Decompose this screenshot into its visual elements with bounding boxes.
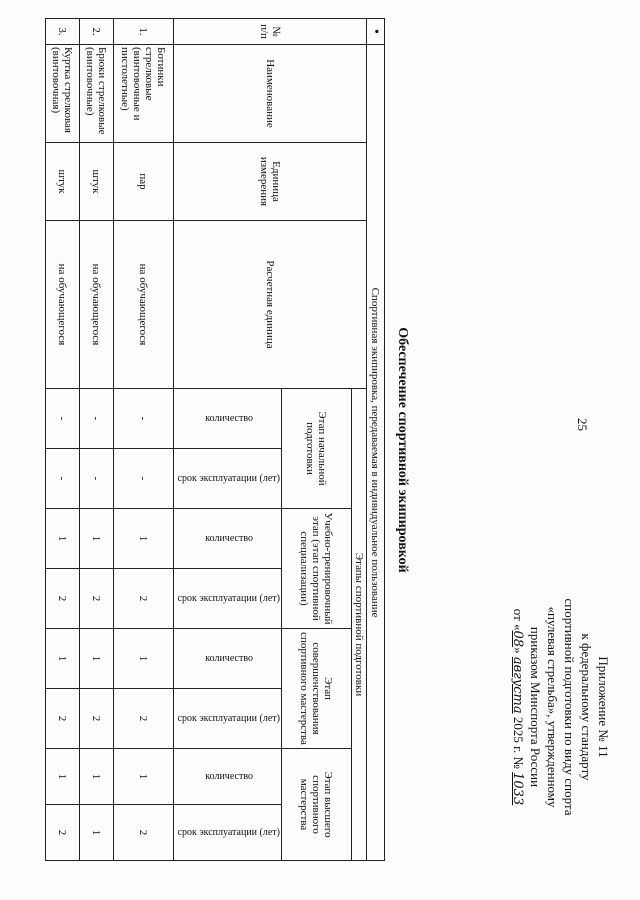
row-stage-2-term: 2 bbox=[45, 569, 79, 629]
header-stage-1-term bbox=[173, 449, 281, 509]
table-row bbox=[45, 19, 79, 861]
annex-order-number: 1033 bbox=[510, 772, 525, 806]
header-stage-2-qty bbox=[173, 509, 281, 569]
header-stage-2: Учебно-тренировочный этап (этап спортивной специализации) bbox=[282, 509, 352, 629]
annex-line-3: спортивной подготовки по виду спорта bbox=[562, 598, 577, 816]
page-number: 25 bbox=[575, 418, 590, 431]
header-calc-unit: Расчетная единица bbox=[173, 221, 366, 389]
equipment-table bbox=[45, 18, 385, 861]
annex-date-mid: » bbox=[511, 647, 526, 657]
row-unit: штук bbox=[79, 143, 113, 221]
table-row bbox=[113, 19, 173, 861]
header-stage-1: Этап начальной подготовки bbox=[282, 389, 352, 509]
annex-line-1: Приложение № 11 bbox=[596, 656, 611, 758]
annex-line-4: «пулевая стрельба», утвержденному bbox=[545, 606, 560, 808]
row-stage-1-qty: - bbox=[45, 389, 79, 449]
row-stage-4-qty: 1 bbox=[113, 749, 173, 805]
annex-line-5: приказом Минспорта России bbox=[528, 626, 543, 788]
term-label: срок эксплуатации (лет) bbox=[177, 826, 280, 838]
row-stage-3-term: 2 bbox=[113, 689, 173, 749]
row-stage-4-term: 1 bbox=[79, 805, 113, 861]
header-individual: Спортивная экипировка, передаваемая в индивидуальное пользование bbox=[367, 45, 385, 861]
table-row bbox=[79, 19, 113, 861]
header-stage-1-qty bbox=[173, 389, 281, 449]
row-num: 2. bbox=[79, 19, 113, 45]
row-name: Брюки стрелковые (винтовочные) bbox=[79, 45, 113, 143]
header-unit: Единица измерения bbox=[173, 143, 366, 221]
row-stage-1-term: - bbox=[45, 449, 79, 509]
row-stage-3-qty: 1 bbox=[45, 629, 79, 689]
row-calc-unit: на обучающегося bbox=[45, 221, 79, 389]
row-stage-2-qty: 1 bbox=[79, 509, 113, 569]
qty-label: количество bbox=[204, 652, 253, 664]
qty-label: количество bbox=[204, 770, 253, 782]
row-stage-1-term: - bbox=[79, 449, 113, 509]
row-name: Куртка стрелковая (винтовочная) bbox=[45, 45, 79, 143]
header-stage-3: Этап совершенствования спортивного мастерства bbox=[282, 629, 352, 749]
term-label: срок эксплуатации (лет) bbox=[177, 472, 280, 484]
annex-date-month: августа bbox=[510, 656, 525, 714]
row-calc-unit: на обучающегося bbox=[79, 221, 113, 389]
annex-line-2: к федеральному стандарту bbox=[579, 633, 594, 781]
header-stage-4-qty bbox=[173, 749, 281, 805]
row-stage-3-term: 2 bbox=[45, 689, 79, 749]
annex-date-year: 2025 г. № bbox=[511, 713, 526, 773]
qty-label: количество bbox=[204, 532, 253, 544]
row-unit: пар bbox=[113, 143, 173, 221]
row-stage-2-qty: 1 bbox=[45, 509, 79, 569]
row-stage-3-term: 2 bbox=[79, 689, 113, 749]
row-stage-1-qty: - bbox=[113, 389, 173, 449]
header-stage-4: Этап высшего спортивного мастерства bbox=[282, 749, 352, 861]
row-calc-unit: на обучающегося bbox=[113, 221, 173, 389]
header-stages: Этапы спортивной подготовки bbox=[352, 389, 367, 861]
term-label: срок эксплуатации (лет) bbox=[177, 592, 280, 604]
annex-date-day: 08 bbox=[510, 630, 525, 648]
row-stage-4-qty: 1 bbox=[79, 749, 113, 805]
row-num: 1. bbox=[113, 19, 173, 45]
row-unit: штук bbox=[45, 143, 79, 221]
row-stage-1-term: - bbox=[113, 449, 173, 509]
row-stage-4-qty: 1 bbox=[45, 749, 79, 805]
row-stage-3-qty: 1 bbox=[113, 629, 173, 689]
header-row-2 bbox=[352, 19, 367, 861]
annex-block bbox=[509, 542, 612, 872]
row-stage-4-term: 2 bbox=[45, 805, 79, 861]
document-title: Обеспечение спортивной экипировкой bbox=[395, 327, 410, 573]
header-stage-3-qty bbox=[173, 629, 281, 689]
row-stage-2-qty: 1 bbox=[113, 509, 173, 569]
header-stage-3-term bbox=[173, 689, 281, 749]
header-num: № п/п bbox=[173, 19, 366, 45]
row-stage-4-term: 2 bbox=[113, 805, 173, 861]
annex-date-prefix: от « bbox=[511, 608, 526, 631]
row-stage-2-term: 2 bbox=[113, 569, 173, 629]
row-stage-3-qty: 1 bbox=[79, 629, 113, 689]
qty-label: количество bbox=[204, 412, 253, 424]
header-stage-4-term bbox=[173, 805, 281, 861]
row-num: 3. bbox=[45, 19, 79, 45]
top-mark: • bbox=[367, 19, 385, 45]
row-name: Ботинки стрелковые (винтовочные и пистолетные) bbox=[113, 45, 173, 143]
header-row-1 bbox=[367, 19, 385, 861]
annex-date-line bbox=[509, 542, 527, 872]
header-name: Наименование bbox=[173, 45, 366, 143]
row-stage-2-term: 2 bbox=[79, 569, 113, 629]
header-stage-2-term bbox=[173, 569, 281, 629]
row-stage-1-qty: - bbox=[79, 389, 113, 449]
term-label: срок эксплуатации (лет) bbox=[177, 712, 280, 724]
